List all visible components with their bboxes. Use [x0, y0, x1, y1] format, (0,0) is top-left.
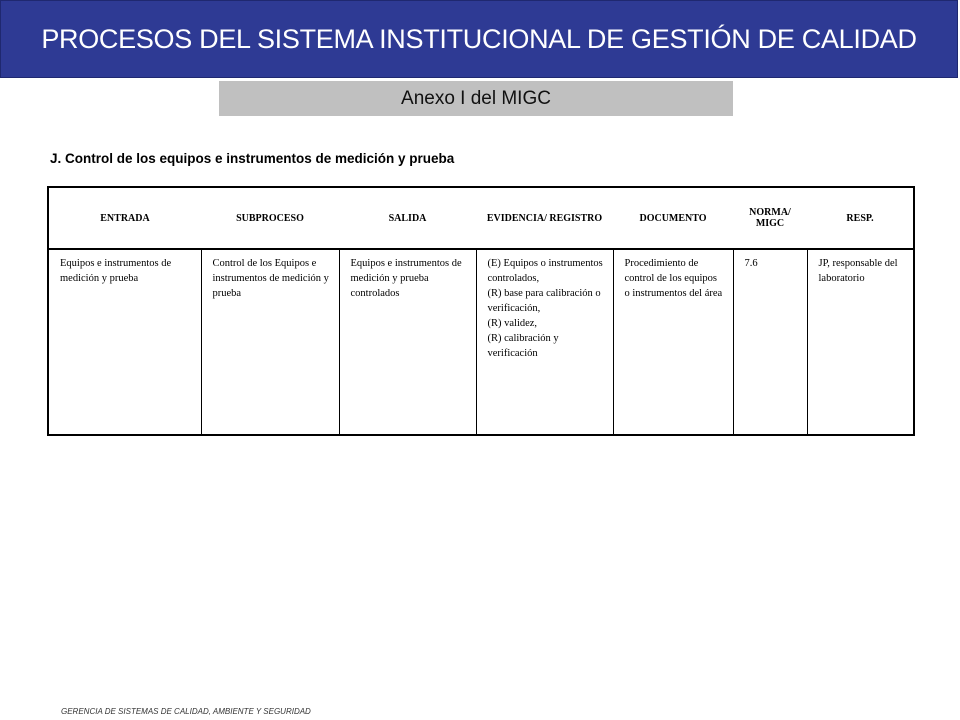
column-header-norma: NORMA/ MIGC	[733, 187, 807, 249]
process-table	[47, 186, 915, 436]
column-header-subproceso: SUBPROCESO	[201, 187, 339, 249]
title-banner	[0, 0, 958, 78]
table-row	[48, 249, 914, 435]
cell-salida: Equipos e instrumentos de medición y prueba controlados	[339, 249, 476, 435]
cell-evidencia: (E) Equipos o instrumentos controlados, (R) base para calibración o verificación, (R) validez, (R) calibración y verificación	[476, 249, 613, 435]
column-header-resp: RESP.	[807, 187, 914, 249]
column-header-entrada: ENTRADA	[48, 187, 201, 249]
column-header-salida: SALIDA	[339, 187, 476, 249]
cell-norma: 7.6	[733, 249, 807, 435]
table-header-row	[48, 187, 914, 249]
cell-resp: JP, responsable del laboratorio	[807, 249, 914, 435]
subtitle-banner	[219, 81, 733, 116]
page-title: PROCESOS DEL SISTEMA INSTITUCIONAL DE GESTIÓN DE CALIDAD	[41, 23, 917, 54]
cell-documento: Procedimiento de control de los equipos o instrumentos del área	[613, 249, 733, 435]
column-header-evidencia: EVIDENCIA/ REGISTRO	[476, 187, 613, 249]
section-heading: J. Control de los equipos e instrumentos de medición y prueba	[50, 151, 455, 166]
page-subtitle: Anexo I del MIGC	[401, 87, 551, 109]
cell-subproceso: Control de los Equipos e instrumentos de medición y prueba	[201, 249, 339, 435]
cell-entrada: Equipos e instrumentos de medición y prueba	[60, 258, 172, 284]
column-header-documento: DOCUMENTO	[613, 187, 733, 249]
footer-text: GERENCIA DE SISTEMAS DE CALIDAD, AMBIENTE Y SEGURIDAD	[61, 707, 311, 716]
